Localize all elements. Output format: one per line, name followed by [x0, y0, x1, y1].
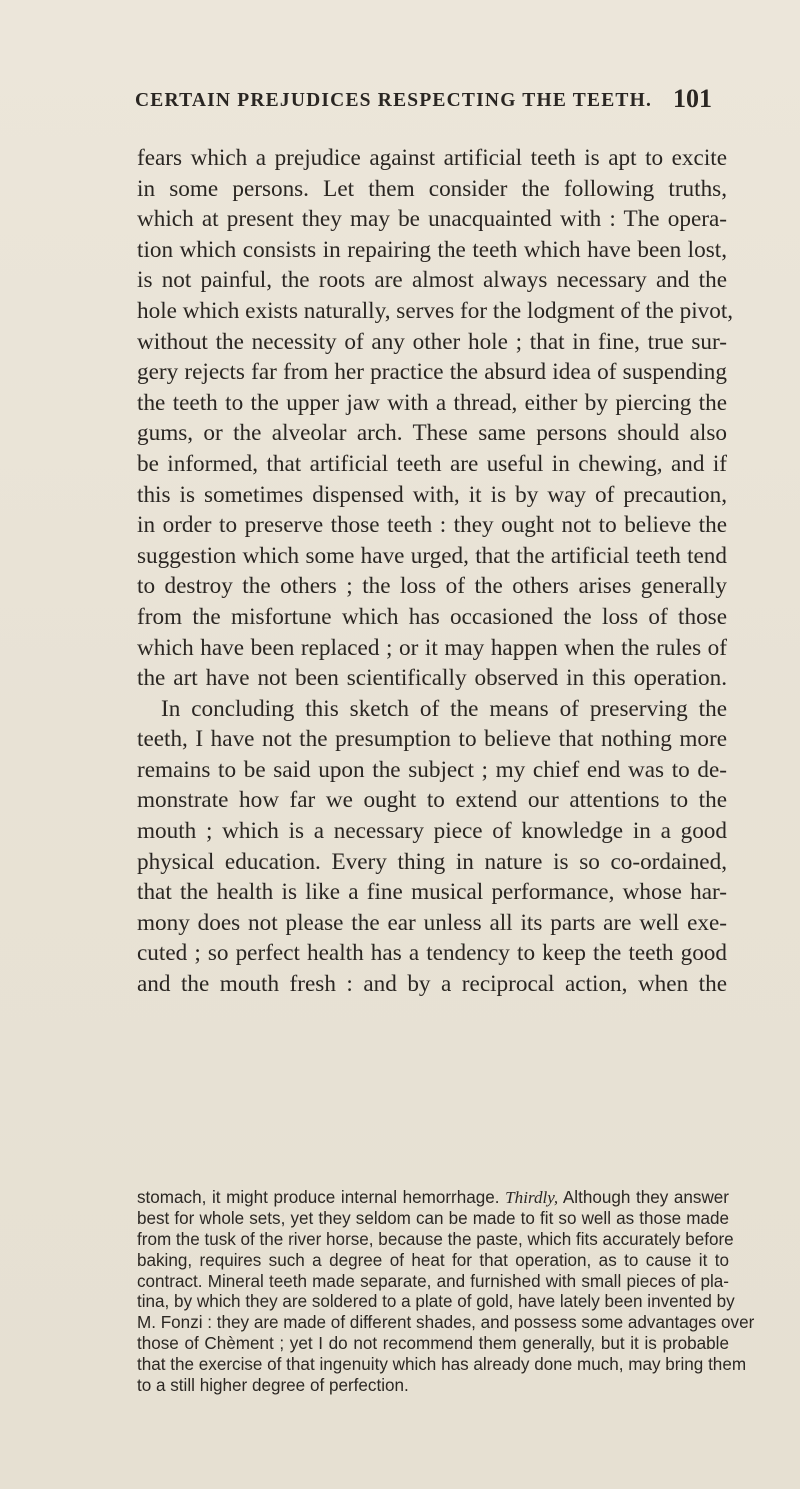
text-line: cuted ; so perfect health has a tendency to keep the teeth good [137, 940, 727, 967]
text-line: fears which a prejudice against artificial teeth is apt to excite [137, 145, 727, 171]
footnote-text: stomach, it might produce internal hemorrhage. [137, 1188, 500, 1207]
text-line: in order to preserve those teeth : they ought not to believe the [137, 512, 727, 539]
footnote-line: to a still higher degree of perfection. [137, 1376, 409, 1396]
text-line: to destroy the others ; the loss of the others arises generally [137, 573, 727, 600]
text-line: be informed, that artificial teeth are useful in chewing, and if [137, 450, 727, 477]
footnote [137, 1188, 755, 1397]
footnote-line: contract. Mineral teeth made separate, and furnished with small pieces of pla- [137, 1271, 729, 1291]
text-line: from the misfortune which has occasioned the loss of those [137, 603, 727, 630]
text-line: monstrate how far we ought to extend our attentions to the [137, 787, 727, 814]
page-number: 101 [673, 84, 712, 113]
text-line: and the mouth fresh : and by a reciprocal action, when the [137, 971, 727, 998]
footnote-line: M. Fonzi : they are made of different shades, and possess some advantages over [137, 1313, 755, 1333]
text-line: this is sometimes dispensed with, it is by way of precaution, [137, 481, 727, 508]
footnote-italic: Thirdly, [505, 1188, 559, 1207]
text-line: tion which consists in repairing the teeth which have been lost, [137, 236, 727, 263]
text-line: physical education. Every thing in nature is so co-ordained, [137, 848, 727, 875]
text-line: that the health is like a fine musical performance, whose har- [137, 879, 727, 906]
text-line: which at present they may be unacquainted with : The opera- [137, 206, 727, 233]
footnote-line: baking, requires such a degree of heat for that operation, as to cause it to [137, 1250, 729, 1270]
text-line: which have been replaced ; or it may happen when the rules of [137, 634, 727, 661]
running-title: CERTAIN PREJUDICES RESPECTING THE TEETH. [135, 90, 653, 111]
footnote-line: best for whole sets, yet they seldom can be made to fit so well as those made [137, 1208, 729, 1228]
text-line: is not painful, the roots are almost always necessary and the [137, 267, 727, 294]
footnote-line: that the exercise of that ingenuity which has already done much, may bring them [137, 1355, 747, 1375]
text-line: In concluding this sketch of the means of preserving the [161, 695, 727, 722]
footnote-line: those of Chèment ; yet I do not recommend them generally, but it is probable [137, 1334, 729, 1354]
text-line: gums, or the alveolar arch. These same persons should also [137, 420, 727, 447]
main-text [137, 143, 734, 1000]
text-line: mony does not please the ear unless all its parts are well exe- [137, 909, 727, 936]
text-line: without the necessity of any other hole ; that in fine, true sur- [137, 328, 727, 355]
text-line: remains to be said upon the subject ; my chief end was to de- [137, 756, 727, 783]
text-line: teeth, I have not the presumption to believe that nothing more [137, 726, 727, 753]
text-line: mouth ; which is a necessary piece of knowledge in a good [137, 818, 727, 845]
text-line: in some persons. Let them consider the following truths, [137, 175, 727, 202]
text-line: the teeth to the upper jaw with a thread, either by piercing the [137, 389, 727, 416]
text-line: the art have not been scientifically observed in this operation. [137, 665, 727, 692]
text-line: hole which exists naturally, serves for the lodgment of the pivot, [137, 297, 734, 324]
footnote-line: from the tusk of the river horse, because the paste, which fits accurately before [137, 1229, 734, 1249]
footnote-line [137, 1188, 729, 1209]
text-line: suggestion which some have urged, that the artificial teeth tend [137, 542, 727, 569]
running-head [125, 84, 725, 130]
footnote-text: Although they answer [562, 1188, 729, 1207]
text-line: gery rejects far from her practice the absurd idea of suspending [137, 359, 727, 386]
footnote-line: tina, by which they are soldered to a plate of gold, have lately been invented by [137, 1292, 735, 1312]
